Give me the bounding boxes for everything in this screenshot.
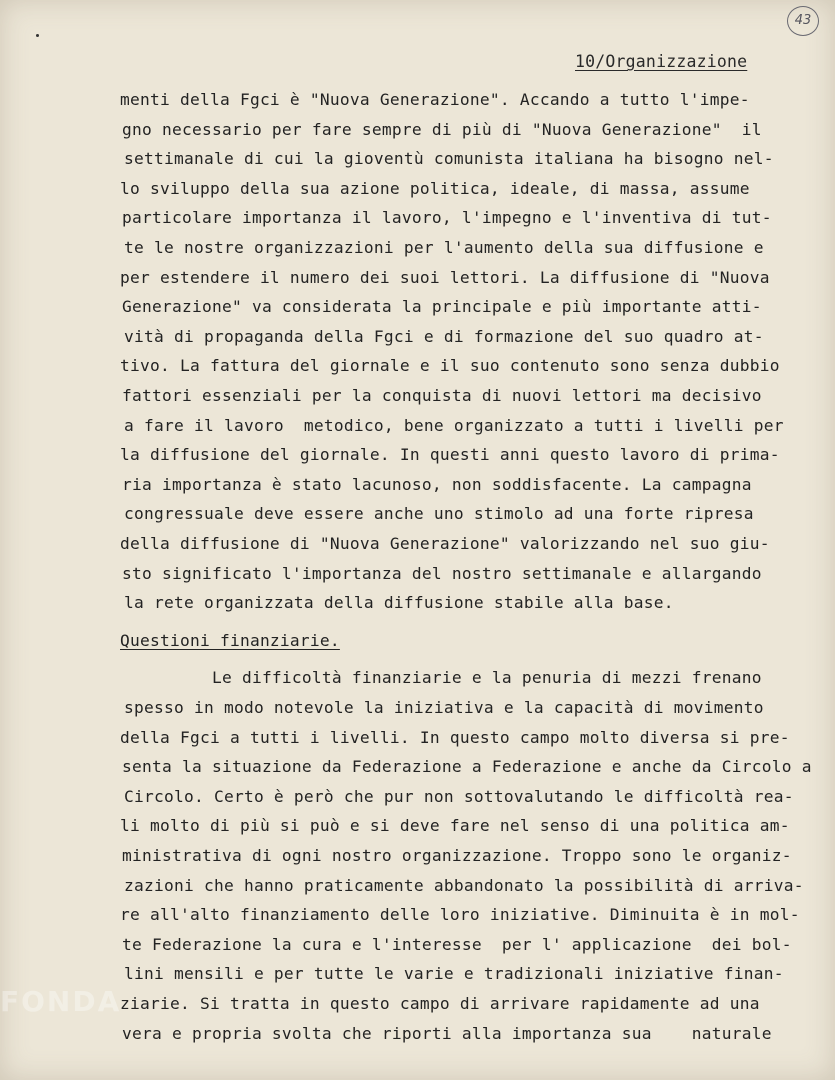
text-line: particolare importanza il lavoro, l'impegno e l'inventiva di tut- [122, 208, 772, 227]
text-line: sto significato l'importanza del nostro settimanale e allargando [122, 564, 762, 583]
text-line: la rete organizzata della diffusione stabile alla base. [124, 593, 674, 612]
text-line: fattori essenziali per la conquista di nuovi lettori ma decisivo [122, 386, 762, 405]
text-line: della diffusione di "Nuova Generazione" valorizzando nel suo giu- [120, 534, 770, 553]
text-line: Circolo. Certo è però che pur non sottovalutando le difficoltà rea- [124, 787, 794, 806]
text-line: senta la situazione da Federazione a Federazione e anche da Circolo a [122, 757, 812, 776]
ink-dot [36, 34, 39, 37]
text-line: ria importanza è stato lacunoso, non soddisfacente. La campagna [122, 475, 752, 494]
page-number-stamp: 43 [787, 6, 819, 36]
archive-watermark: FONDA [0, 985, 122, 1018]
running-head: 10/Organizzazione [575, 52, 748, 71]
text-line: zazioni che hanno praticamente abbandonato la possibilità di arriva- [124, 876, 804, 895]
text-line: vità di propaganda della Fgci e di formazione del suo quadro at- [124, 327, 764, 346]
text-line: gno necessario per fare sempre di più di "Nuova Generazione" il [122, 120, 762, 139]
text-line: vera e propria svolta che riporti alla importanza sua naturale [122, 1024, 772, 1043]
text-line: re all'alto finanziamento delle loro iniziative. Diminuita è in mol- [120, 905, 800, 924]
section-heading: Questioni finanziarie. [120, 631, 340, 650]
text-line: lo sviluppo della sua azione politica, ideale, di massa, assume [120, 179, 750, 198]
text-line: settimanale di cui la gioventù comunista italiana ha bisogno nel- [124, 149, 774, 168]
text-line: ziarie. Si tratta in questo campo di arrivare rapidamente ad una [120, 994, 760, 1013]
text-line: Generazione" va considerata la principale e più importante atti- [122, 297, 762, 316]
text-line: della Fgci a tutti i livelli. In questo campo molto diversa si pre- [120, 728, 790, 747]
text-line: tivo. La fattura del giornale e il suo contenuto sono senza dubbio [120, 356, 780, 375]
text-line: li molto di più si può e si deve fare nel senso di una politica am- [120, 816, 790, 835]
text-line: congressuale deve essere anche uno stimolo ad una forte ripresa [124, 504, 754, 523]
text-line: Le difficoltà finanziarie e la penuria di mezzi frenano [122, 668, 762, 687]
text-line: ministrativa di ogni nostro organizzazione. Troppo sono le organiz- [122, 846, 792, 865]
text-line: te le nostre organizzazioni per l'aumento della sua diffusione e [124, 238, 764, 257]
text-line: spesso in modo notevole la iniziativa e la capacità di movimento [124, 698, 764, 717]
text-line: la diffusione del giornale. In questi anni questo lavoro di prima- [120, 445, 780, 464]
text-line: per estendere il numero dei suoi lettori. La diffusione di "Nuova [120, 268, 770, 287]
text-line: a fare il lavoro metodico, bene organizzato a tutti i livelli per [124, 416, 784, 435]
text-line: te Federazione la cura e l'interesse per l' applicazione dei bol- [122, 935, 792, 954]
text-line: menti della Fgci è "Nuova Generazione". Accando a tutto l'impe- [120, 90, 750, 109]
text-line: lini mensili e per tutte le varie e tradizionali iniziative finan- [124, 964, 784, 983]
